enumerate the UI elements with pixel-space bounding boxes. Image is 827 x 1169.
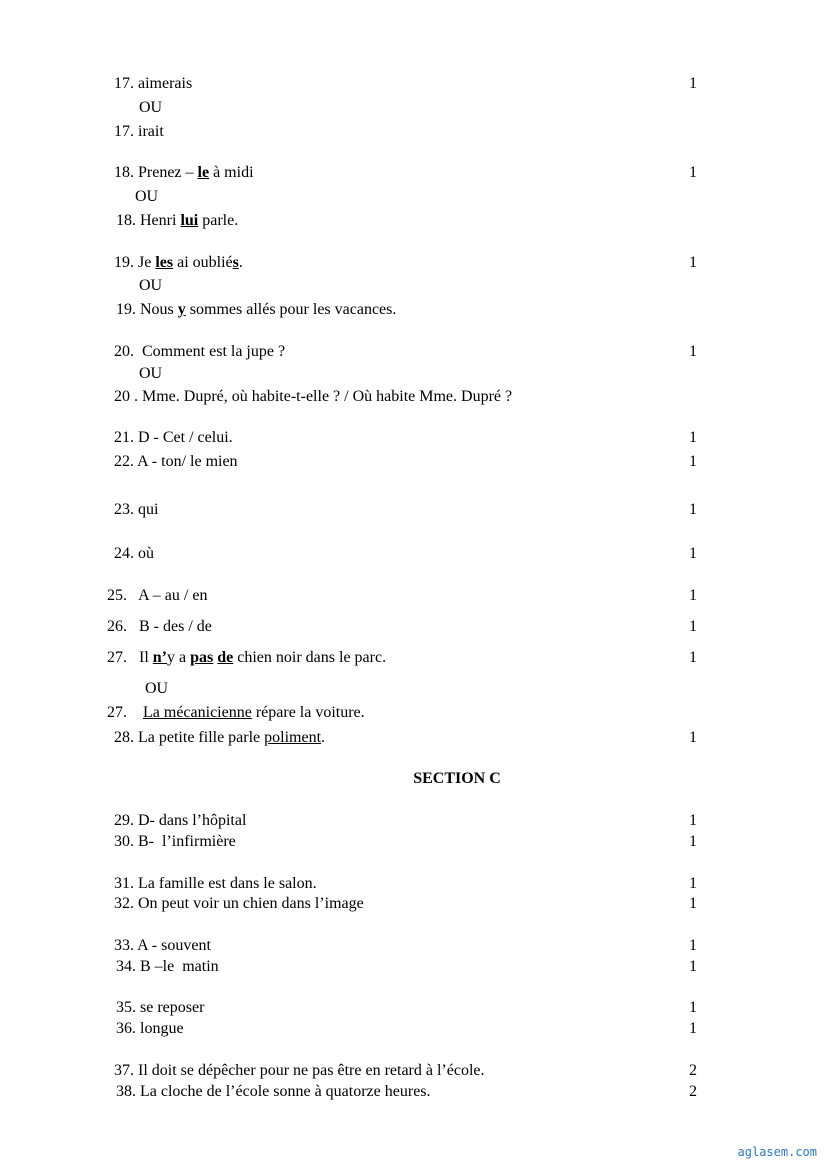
emphasis: y <box>177 301 186 318</box>
answer-number: 25. <box>107 587 127 604</box>
answer-29-marks: 1 <box>689 812 697 829</box>
answer-25-marks: 1 <box>689 587 697 604</box>
answer-27 <box>107 648 386 668</box>
answer-number: 29. <box>114 812 134 829</box>
answer-number: 35. <box>116 999 136 1016</box>
answer-number: 27. <box>107 704 127 721</box>
answer-number: 27. <box>107 649 127 666</box>
answer-32 <box>114 894 364 914</box>
answer-36-marks: 1 <box>689 1020 697 1037</box>
answer-17-marks: 1 <box>689 75 697 92</box>
answer-text: D - Cet / celui. <box>138 429 233 446</box>
answer-19 <box>114 253 243 273</box>
emphasis: de <box>217 649 234 666</box>
answer-21-marks: 1 <box>689 429 697 446</box>
answer-32-marks: 1 <box>689 895 697 912</box>
answer-text: La cloche de l’école sonne à quatorze heures. <box>140 1083 431 1100</box>
answer-23-marks: 1 <box>689 501 697 518</box>
answer-17-alt: 17. irait <box>114 123 164 140</box>
answer-text: ai oublié <box>173 254 233 271</box>
answer-text: A - ton/ le mien <box>137 453 238 470</box>
answer-text: D- dans l’hôpital <box>138 812 247 829</box>
answer-text: . <box>321 729 326 746</box>
answer-37-marks: 2 <box>689 1062 697 1079</box>
answer-text: Il <box>139 649 153 666</box>
underlined-text: poliment <box>264 729 322 746</box>
answer-number: 37. <box>114 1062 134 1079</box>
answer-31 <box>114 874 317 894</box>
answer-19-marks: 1 <box>689 254 697 271</box>
emphasis: s <box>232 254 239 271</box>
answer-text: à midi <box>209 164 254 181</box>
answer-number: 32. <box>114 895 134 912</box>
watermark: aglasem.com <box>737 1145 817 1159</box>
answer-text: La famille est dans le salon. <box>138 875 317 892</box>
answer-text: y a <box>167 649 191 666</box>
answer-number: 19. <box>114 254 134 271</box>
answer-17 <box>114 74 192 94</box>
answer-26-marks: 1 <box>689 618 697 635</box>
answer-text: Je <box>138 254 156 271</box>
answer-text: A – au / en <box>138 587 208 604</box>
answer-number: 30. <box>114 833 134 850</box>
answer-27-marks: 1 <box>689 649 697 666</box>
answer-number: 18. <box>114 164 134 181</box>
answer-text: Prenez – <box>138 164 198 181</box>
answer-27-alt <box>107 703 365 723</box>
answer-text: La petite fille parle <box>138 729 265 746</box>
underlined-text: La mécanicienne <box>143 704 252 721</box>
answer-25 <box>107 586 207 606</box>
answer-24 <box>114 544 154 564</box>
answer-23 <box>114 500 158 520</box>
answer-number: 38. <box>116 1083 136 1100</box>
answer-text: aimerais <box>138 75 193 92</box>
answer-text: On peut voir un chien dans l’image <box>138 895 364 912</box>
ou-separator: OU <box>139 277 163 294</box>
answer-31-marks: 1 <box>689 875 697 892</box>
answer-30 <box>114 832 236 852</box>
answer-18-alt <box>116 211 238 231</box>
answer-number: 21. <box>114 429 134 446</box>
answer-21 <box>114 428 233 448</box>
answer-text: 19. Nous <box>116 301 178 318</box>
answer-22-marks: 1 <box>689 453 697 470</box>
answer-24-marks: 1 <box>689 545 697 562</box>
answer-text: Il doit se dépêcher pour ne pas être en retard à l’école. <box>138 1062 485 1079</box>
answer-text: longue <box>140 1020 184 1037</box>
answer-number: 20. <box>114 343 134 360</box>
emphasis: le <box>197 164 210 181</box>
answer-text: se reposer <box>140 999 205 1016</box>
answer-35 <box>116 998 204 1018</box>
answer-number: 34. <box>116 958 136 975</box>
answer-35-marks: 1 <box>689 999 697 1016</box>
emphasis: n’ <box>152 649 168 666</box>
answer-text: parle. <box>198 212 239 229</box>
answer-text: sommes allés pour les vacances. <box>185 301 397 318</box>
answer-20-marks: 1 <box>689 343 697 360</box>
answer-20-alt: 20 . Mme. Dupré, où habite-t-elle ? / Où habite Mme. Dupré ? <box>114 388 513 405</box>
answer-37 <box>114 1061 485 1081</box>
emphasis: les <box>155 254 174 271</box>
answer-number: 17. <box>114 75 134 92</box>
ou-separator: OU <box>139 365 163 382</box>
answer-28 <box>114 728 325 748</box>
answer-text: B –le matin <box>140 958 219 975</box>
answer-text: 18. Henri <box>116 212 181 229</box>
emphasis: pas <box>190 649 214 666</box>
answer-33-marks: 1 <box>689 937 697 954</box>
answer-33 <box>114 936 211 956</box>
answer-29 <box>114 811 246 831</box>
answer-text: où <box>138 545 154 562</box>
answer-22 <box>114 452 238 472</box>
answer-20 <box>114 342 285 362</box>
answer-36 <box>116 1019 184 1039</box>
answer-18 <box>114 163 254 183</box>
answer-28-marks: 1 <box>689 729 697 746</box>
answer-26 <box>107 617 212 637</box>
answer-number: 36. <box>116 1020 136 1037</box>
answer-text: . <box>238 254 243 271</box>
answer-19-alt <box>116 300 396 320</box>
ou-separator: OU <box>139 99 163 116</box>
answer-34-marks: 1 <box>689 958 697 975</box>
ou-separator: OU <box>135 188 159 205</box>
answer-number: 22. <box>114 453 134 470</box>
ou-separator: OU <box>145 680 169 697</box>
answer-number: 24. <box>114 545 134 562</box>
answer-number: 33. <box>114 937 134 954</box>
emphasis: lui <box>180 212 199 229</box>
answer-18-marks: 1 <box>689 164 697 181</box>
answer-number: 26. <box>107 618 127 635</box>
answer-number: 28. <box>114 729 134 746</box>
answer-38 <box>116 1082 431 1102</box>
answer-text: qui <box>138 501 159 518</box>
answer-number: 31. <box>114 875 134 892</box>
section-c-heading: SECTION C <box>413 770 501 787</box>
answer-text: B- l’infirmière <box>138 833 236 850</box>
answer-text: chien noir dans le parc. <box>233 649 387 666</box>
answer-text: B - des / de <box>139 618 212 635</box>
answer-text: répare la voiture. <box>251 704 365 721</box>
answer-30-marks: 1 <box>689 833 697 850</box>
answer-text: Comment est la jupe ? <box>142 343 286 360</box>
answer-text: A - souvent <box>137 937 211 954</box>
answer-34 <box>116 957 219 977</box>
answer-38-marks: 2 <box>689 1083 697 1100</box>
answer-number: 23. <box>114 501 134 518</box>
